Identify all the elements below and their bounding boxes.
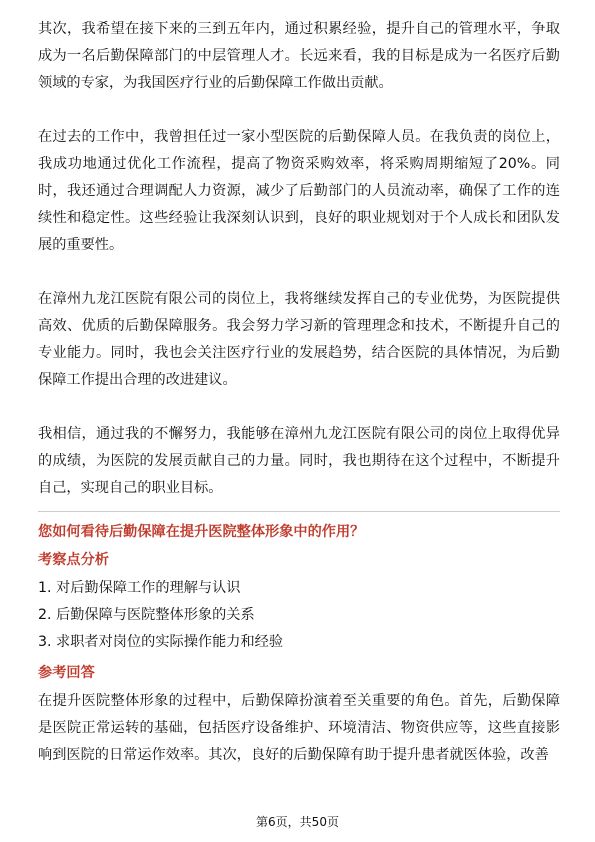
reference-title: 参考回答 [38,665,95,681]
analysis-point: 2. 后勤保障与医院整体形象的关系 [38,607,255,623]
analysis-title: 考察点分析 [38,552,109,568]
analysis-point: 3. 求职者对岗位的实际操作能力和经验 [38,634,284,650]
analysis-point: 1. 对后勤保障工作的理解与认识 [38,580,241,596]
paragraph-career-goals: 其次，我希望在接下来的三到五年内，通过积累经验，提升自己的管理水平，争取成为一名后勤保障部门的中层管理人才。长远来看，我的目标是成为一名医疗后勤领域的专家，为我国医疗行业的后勤保障工作做出贡献。 [38,21,560,91]
interview-question: 您如何看待后勤保障在提升医院整体形象中的作用？ [38,524,365,540]
paragraph-past-experience: 在过去的工作中，我曾担任过一家小型医院的后勤保障人员。在我负责的岗位上，我成功地通过优化工作流程，提高了物资采购效率，将采购周期缩短了20%。同时，我还通过合理调配人力资源，减少了后勤部门的人员流动率，确保了工作的连续性和稳定性。这些经验让我深刻认识到，良好的职业规划对于个人成长和团队发展的重要性。 [38,129,560,253]
page-number: 第6页，共50页 [256,815,339,829]
paragraph-future-plan: 在漳州九龙江医院有限公司的岗位上，我将继续发挥自己的专业优势，为医院提供高效、优质的后勤保障服务。我会努力学习新的管理理念和技术，不断提升自己的专业能力。同时，我也会关注医疗行业的发展趋势，结合医院的具体情况，为后勤保障工作提出合理的改进建议。 [38,291,560,388]
reference-answer: 在提升医院整体形象的过程中，后勤保障扮演着至关重要的角色。首先，后勤保障是医院正常运转的基础，包括医疗设备维护、环境清洁、物资供应等，这些直接影响到医院的日常运作效率。其次，良好的后勤保障有助于提升患者就医体验，改善 [38,693,560,763]
paragraph-conclusion: 我相信，通过我的不懈努力，我能够在漳州九龙江医院有限公司的岗位上取得优异的成绩，为医院的发展贡献自己的力量。同时，我也期待在这个过程中，不断提升自己，实现自己的职业目标。 [38,426,560,496]
section-divider [38,511,560,512]
document-page [38,16,560,769]
